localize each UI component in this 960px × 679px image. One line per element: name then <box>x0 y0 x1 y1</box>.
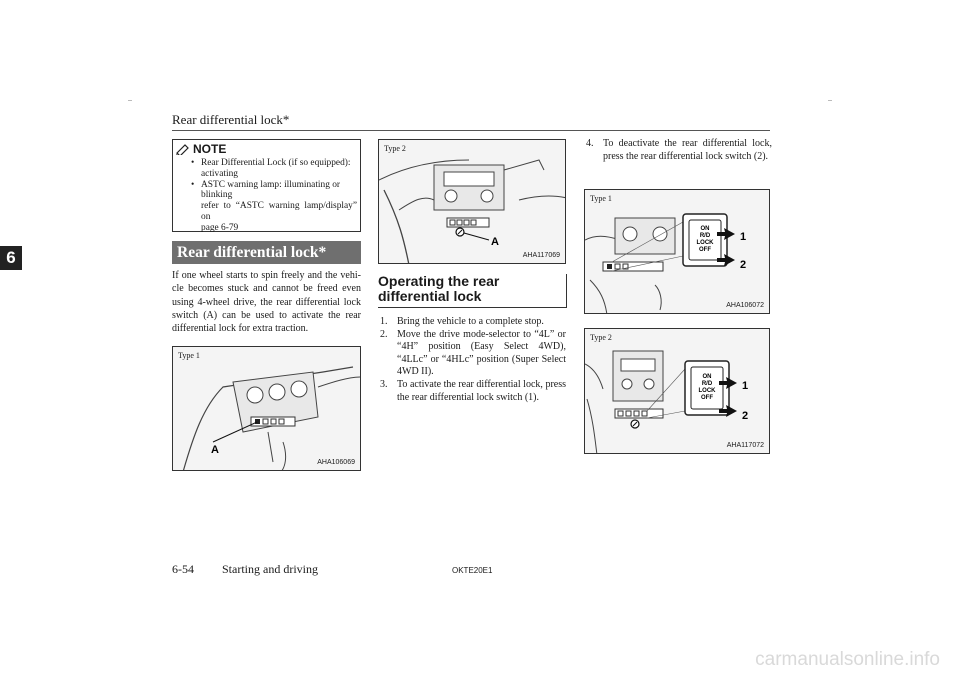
switch-label: R/D <box>701 381 713 387</box>
note-list <box>179 158 357 234</box>
watermark: carmanualsonline.info <box>755 649 940 670</box>
note-item <box>179 180 357 234</box>
note-box <box>172 139 361 232</box>
switch-detail-illustration <box>585 329 770 454</box>
footer-code: OKTE20E1 <box>452 566 493 575</box>
note-item <box>179 158 357 180</box>
page-number: 6-54 <box>172 562 194 576</box>
section-title: Rear differential lock* <box>172 241 361 264</box>
step-number: 4. <box>586 138 594 149</box>
switch-label: R/D <box>699 233 711 239</box>
step-number: 3. <box>380 378 388 390</box>
figure-type-label: Type 1 <box>590 194 612 203</box>
figure-code: AHA117069 <box>522 252 560 259</box>
note-item-text: refer to “ASTC warning lamp/display” on <box>201 201 357 222</box>
footer-section: Starting and driving <box>222 562 318 576</box>
switch-detail-illustration <box>585 190 770 314</box>
step-text: Move the drive mode-selector to “4L” or “4H” position (Easy Select 4WD), “4LLc” or “4HLc” position (Super Select 4WD II). <box>397 328 566 378</box>
figure-type-label: Type 2 <box>384 144 406 153</box>
switch-label: OFF <box>701 395 713 401</box>
switch-label: LOCK <box>698 388 716 394</box>
subsection-rule-vertical <box>566 274 567 308</box>
figure-type1-switch-detail <box>584 189 770 314</box>
operating-steps-continued <box>584 138 772 163</box>
header-rule <box>172 130 770 131</box>
figure-type-label: Type 2 <box>590 333 612 342</box>
section-body: If one wheel starts to spin freely and the vehicle becomes stuck and cannot be freed even using 4-wheel drive, the rear differential lock switch (A) can be used to activate the rear differential lock for extra traction. <box>172 270 361 335</box>
figure-type2-switch-detail <box>584 328 770 454</box>
step-item <box>378 329 566 379</box>
subsection-title: Operating the rear differential lock <box>378 273 500 304</box>
dashboard-illustration <box>173 347 361 471</box>
step-text: To deactivate the rear differential lock, press the rear differential lock switch (2). <box>603 138 772 162</box>
note-item-text: ASTC warning lamp: illuminating or <box>201 179 341 190</box>
step-text: Bring the vehicle to a complete stop. <box>397 316 544 327</box>
switch-label: ON <box>700 226 710 232</box>
crop-mark <box>128 100 132 101</box>
figure-type1-switch-location <box>172 346 361 471</box>
callout-a: A <box>211 444 219 456</box>
figure-type-label: Type 1 <box>178 351 200 360</box>
note-header <box>175 142 226 156</box>
figure-type2-switch-location <box>378 139 566 264</box>
chapter-tab: 6 <box>0 246 22 270</box>
crop-mark <box>828 100 832 101</box>
figure-code: AHA106069 <box>317 459 355 466</box>
note-item-text: Rear Differential Lock (if so equipped): <box>201 158 351 168</box>
figure-code: AHA106072 <box>726 302 764 309</box>
callout-1: 1 <box>742 380 749 392</box>
subsection-rule <box>378 307 566 308</box>
callout-2: 2 <box>742 410 749 422</box>
note-label: NOTE <box>193 142 227 156</box>
page-header-title: Rear differential lock* <box>172 112 290 127</box>
step-number: 1. <box>380 316 388 327</box>
step-item <box>378 316 566 329</box>
note-pencil-icon <box>175 143 190 155</box>
figure-code: AHA117072 <box>726 442 764 449</box>
step-number: 2. <box>380 328 388 340</box>
callout-1: 1 <box>740 231 747 243</box>
step-text: To activate the rear differential lock, press the rear differential lock switch (1). <box>397 378 566 403</box>
step-item <box>378 379 566 404</box>
switch-label: OFF <box>699 247 711 253</box>
note-item-text: activating <box>201 168 238 179</box>
dashboard-illustration <box>379 140 566 264</box>
callout-2: 2 <box>740 259 747 271</box>
note-item-text: page 6-79 <box>201 222 239 233</box>
operating-steps <box>378 316 566 404</box>
switch-label: LOCK <box>696 240 714 246</box>
note-item-text: blinking <box>201 190 233 201</box>
step-item <box>584 138 772 163</box>
switch-label: ON <box>702 374 712 380</box>
callout-a: A <box>491 236 499 248</box>
